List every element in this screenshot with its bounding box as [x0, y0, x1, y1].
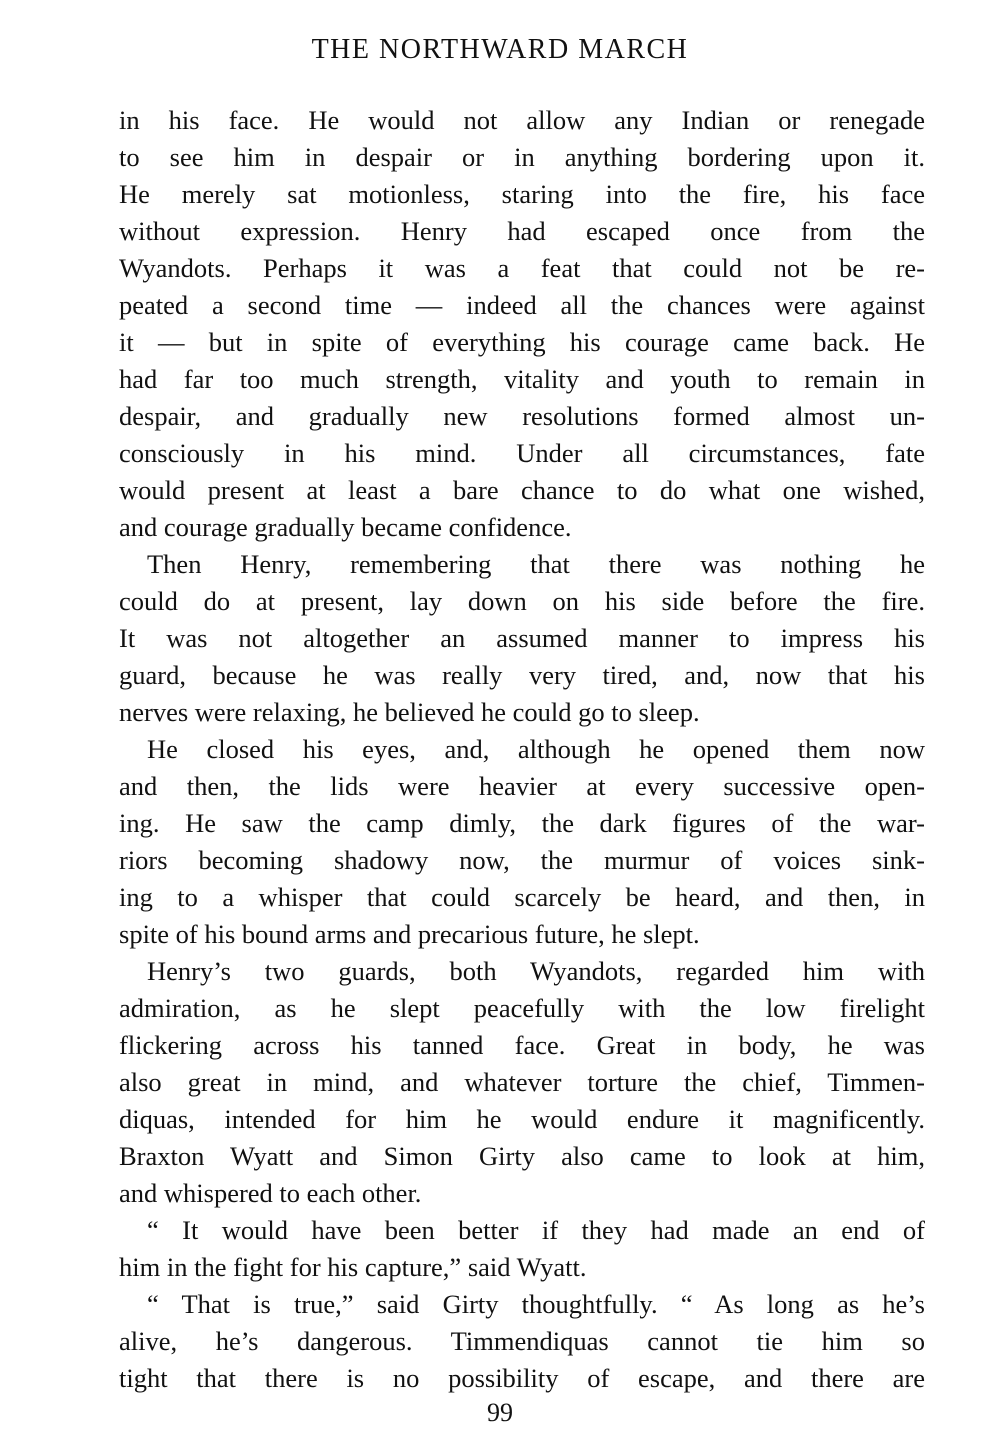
text-line: It was not altogether an assumed manner to impress his	[119, 623, 925, 653]
text-line: Then Henry, remembering that there was nothing he	[147, 549, 925, 579]
text-line: peated a second time — indeed all the chances were against	[119, 290, 925, 320]
text-line: “ That is true,” said Girty thoughtfully. “ As long as he’s	[147, 1289, 925, 1319]
text-line: it — but in spite of everything his courage came back. He	[119, 327, 925, 357]
text-line: in his face. He would not allow any Indian or renegade	[119, 105, 925, 135]
running-head: THE NORTHWARD MARCH	[311, 34, 689, 65]
text-line: consciously in his mind. Under all circumstances, fate	[119, 438, 925, 468]
text-line: diquas, intended for him he would endure it magnificently.	[119, 1104, 925, 1134]
text-line: and courage gradually became confidence.	[119, 512, 572, 542]
text-line: Henry’s two guards, both Wyandots, regarded him with	[147, 956, 925, 986]
text-line: and then, the lids were heavier at every successive open-	[119, 771, 925, 801]
text-line: He merely sat motionless, staring into the fire, his face	[119, 179, 925, 209]
text-line: nerves were relaxing, he believed he could go to sleep.	[119, 697, 700, 727]
text-line: could do at present, lay down on his side before the fire.	[119, 586, 925, 616]
text-line: ing. He saw the camp dimly, the dark figures of the war-	[119, 808, 925, 838]
body-text	[119, 102, 925, 1397]
text-line: despair, and gradually new resolutions formed almost un-	[119, 401, 925, 431]
text-line: guard, because he was really very tired, and, now that his	[119, 660, 925, 690]
text-line: flickering across his tanned face. Great in body, he was	[119, 1030, 925, 1060]
text-line: “ It would have been better if they had made an end of	[147, 1215, 925, 1245]
text-line: would present at least a bare chance to do what one wished,	[119, 475, 925, 505]
text-line: tight that there is no possibility of escape, and there are	[119, 1363, 925, 1393]
text-line: alive, he’s dangerous. Timmendiquas cannot tie him so	[119, 1326, 925, 1356]
text-line: He closed his eyes, and, although he opened them now	[147, 734, 925, 764]
text-line: without expression. Henry had escaped once from the	[119, 216, 925, 246]
text-line: riors becoming shadowy now, the murmur of voices sink-	[119, 845, 925, 875]
page-number: 99	[487, 1398, 513, 1427]
text-line: Wyandots. Perhaps it was a feat that could not be re-	[119, 253, 925, 283]
text-line: to see him in despair or in anything bordering upon it.	[119, 142, 925, 172]
text-line: had far too much strength, vitality and youth to remain in	[119, 364, 925, 394]
text-block	[119, 102, 925, 1397]
text-line: and whispered to each other.	[119, 1178, 422, 1208]
text-line: also great in mind, and whatever torture the chief, Timmen-	[119, 1067, 925, 1097]
text-line: spite of his bound arms and precarious future, he slept.	[119, 919, 700, 949]
text-line: ing to a whisper that could scarcely be heard, and then, in	[119, 882, 925, 912]
text-line: him in the fight for his capture,” said Wyatt.	[119, 1252, 587, 1282]
text-line: admiration, as he slept peacefully with the low firelight	[119, 993, 925, 1023]
text-line: Braxton Wyatt and Simon Girty also came to look at him,	[119, 1141, 925, 1171]
